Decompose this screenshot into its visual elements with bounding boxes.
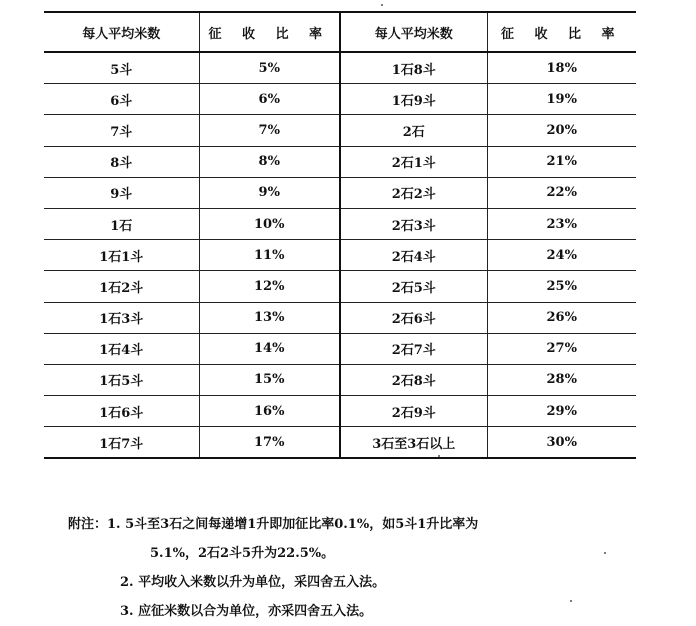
table-body xyxy=(44,52,636,458)
rate-right: 30% xyxy=(487,427,636,459)
rice-amount-left: 1石5斗 xyxy=(44,364,199,395)
rate-right: 23% xyxy=(487,208,636,239)
rice-amount-left: 6斗 xyxy=(44,84,199,115)
footnote-1-continued: 5.1%，2石2斗5升为22.5%。 xyxy=(150,546,335,561)
rate-right: 19% xyxy=(487,84,636,115)
rice-amount-left: 8斗 xyxy=(44,146,199,177)
table-row xyxy=(44,208,636,239)
table-row xyxy=(44,302,636,333)
rice-amount-right: 3石至3石以上 xyxy=(340,427,487,459)
rate-left: 9% xyxy=(199,177,340,208)
header-rice-per-person-right: 每人平均米数 xyxy=(340,12,487,52)
table-row xyxy=(44,240,636,271)
rate-right: 29% xyxy=(487,396,636,427)
rate-left: 5% xyxy=(199,52,340,84)
rate-right: 27% xyxy=(487,333,636,364)
rate-right: 24% xyxy=(487,240,636,271)
rice-amount-left: 9斗 xyxy=(44,177,199,208)
rice-amount-left: 1石6斗 xyxy=(44,396,199,427)
rate-right: 21% xyxy=(487,146,636,177)
rice-amount-right: 2石4斗 xyxy=(340,240,487,271)
scan-speck xyxy=(381,4,383,6)
rate-right: 20% xyxy=(487,115,636,146)
header-levy-rate-right: 征 收 比 率 xyxy=(487,12,636,52)
rice-amount-right: 2石6斗 xyxy=(340,302,487,333)
rice-amount-right: 2石 xyxy=(340,115,487,146)
table-row xyxy=(44,364,636,395)
rice-amount-left: 1石7斗 xyxy=(44,427,199,459)
footnote-2: 2. 平均收入米数以升为单位，采四舍五入法。 xyxy=(120,575,386,590)
rate-right: 28% xyxy=(487,364,636,395)
rate-left: 14% xyxy=(199,333,340,364)
table-row xyxy=(44,396,636,427)
rate-left: 10% xyxy=(199,208,340,239)
rate-left: 12% xyxy=(199,271,340,302)
table-row xyxy=(44,271,636,302)
rate-left: 11% xyxy=(199,240,340,271)
table-row xyxy=(44,177,636,208)
table-row xyxy=(44,146,636,177)
table-row xyxy=(44,84,636,115)
header-rice-per-person-left: 每人平均米数 xyxy=(44,12,199,52)
rice-amount-right: 2石5斗 xyxy=(340,271,487,302)
rate-left: 8% xyxy=(199,146,340,177)
rice-amount-right: 2石1斗 xyxy=(340,146,487,177)
rice-amount-left: 1石3斗 xyxy=(44,302,199,333)
rate-left: 6% xyxy=(199,84,340,115)
header-levy-rate-left: 征 收 比 率 xyxy=(199,12,340,52)
rate-right: 18% xyxy=(487,52,636,84)
table-row xyxy=(44,427,636,459)
footnote-1: 附注：1. 5斗至3石之间每递增1升即加征比率0.1%，如5斗1升比率为 xyxy=(68,517,479,532)
rice-amount-right: 2石2斗 xyxy=(340,177,487,208)
rice-amount-left: 1石4斗 xyxy=(44,333,199,364)
rate-left: 7% xyxy=(199,115,340,146)
footnotes xyxy=(68,510,668,626)
rice-amount-right: 1石9斗 xyxy=(340,84,487,115)
table-row xyxy=(44,333,636,364)
rate-right: 25% xyxy=(487,271,636,302)
rate-left: 17% xyxy=(199,427,340,459)
rice-amount-right: 2石8斗 xyxy=(340,364,487,395)
table-header-row xyxy=(44,12,636,52)
rice-amount-right: 2石3斗 xyxy=(340,208,487,239)
rice-amount-left: 1石1斗 xyxy=(44,240,199,271)
rice-amount-left: 5斗 xyxy=(44,52,199,84)
footnote-3: 3. 应征米数以合为单位，亦采四舍五入法。 xyxy=(120,604,373,619)
levy-rate-table xyxy=(44,11,636,459)
rice-amount-right: 1石8斗 xyxy=(340,52,487,84)
rice-amount-right: 2石7斗 xyxy=(340,333,487,364)
rice-amount-left: 1石2斗 xyxy=(44,271,199,302)
table-row xyxy=(44,115,636,146)
rate-right: 22% xyxy=(487,177,636,208)
rice-amount-left: 7斗 xyxy=(44,115,199,146)
rate-right: 26% xyxy=(487,302,636,333)
rate-left: 16% xyxy=(199,396,340,427)
rice-amount-left: 1石 xyxy=(44,208,199,239)
rate-left: 15% xyxy=(199,364,340,395)
table-row xyxy=(44,52,636,84)
rate-left: 13% xyxy=(199,302,340,333)
rice-amount-right: 2石9斗 xyxy=(340,396,487,427)
